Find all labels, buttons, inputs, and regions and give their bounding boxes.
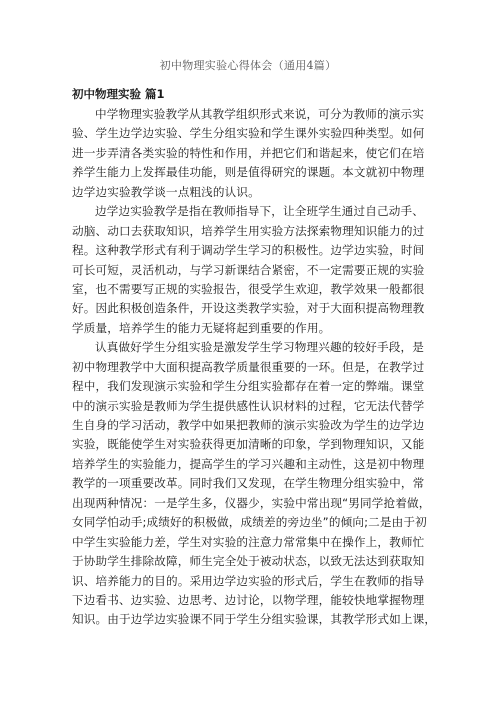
paragraph-line: 验、学生边学边实验、学生分组实验和学生课外实验四种类型。如何 [72,126,425,141]
paragraph-line: 边学边实验教学谈一点粗浅的认识。 [72,184,260,199]
paragraph-line: 出现两种情况：一是学生多，仪器少，实验中常出现“男同学抢着做， [72,495,431,510]
paragraph-line: 知识。由于边学边实验课不同于学生分组实验课，其教学形式如上课， [72,612,437,627]
paragraph-line: 中学物理实验教学从其教学组织形式来说，可分为教师的演示实 [95,107,424,121]
paragraph-line: 下边看书、边实验、边思考、边讨论，以物学理，能较快地掌握物理 [72,592,425,607]
paragraph-line: 学质量，培养学生的能力无疑将起到重要的作用。 [72,320,331,335]
section-heading: 初中物理实验 篇1 [72,87,165,101]
paragraph-line: 认真做好学生分组实验是激发学生学习物理兴趣的较好手段，是 [95,340,424,355]
paragraph-line: 中学生实验能力差，学生对实验的注意力常常集中在操作上，教师忙 [72,534,425,549]
paragraph-line: 于协助学生排除故障，师生完全处于被动状态，以致无法达到获取知 [72,554,425,569]
paragraph-2 [72,202,424,338]
paragraph-3 [72,338,437,630]
paragraph-line: 女同学怕动手;成绩好的积极做，成绩差的旁边坐”的倾向;二是由于初 [72,515,427,530]
document-body [72,84,437,630]
paragraph-line: 可长可短，灵活机动，与学习新课结合紧密，不一定需要正规的实验 [72,262,425,277]
paragraph-line: 识、培养能力的目的。采用边学边实验的形式后，学生在教师的指导 [72,573,425,588]
paragraph-line: 动脑、动口去获取知识，培养学生用实验方法探索物理知识能力的过 [72,223,425,238]
document-header-title: 初中物理实验心得体会（通用4篇） [159,59,337,72]
paragraph-line: 养学生能力上发挥最佳功能，则是值得研究的课题。本文就初中物理 [72,165,425,180]
paragraph-line: 实验，既能使学生对实验获得更加清晰的印象，学到物理知识，又能 [72,437,425,452]
paragraph-line: 程。这种教学形式有利于调动学生学习的积极性。边学边实验，时间 [72,243,425,258]
paragraph-line: 教学的一项重要改革。同时我们又发现，在学生物理分组实验中，常 [72,476,425,491]
paragraph-line: 进一步弄清各类实验的特性和作用，并把它们和谐起来，使它们在培 [72,145,425,160]
paragraph-line: 生自身的学习活动，教学中如果把教师的演示实验改为学生的边学边 [72,418,425,432]
paragraph-line: 程中，我们发现演示实验和学生分组实验都存在着一定的弊端。课堂 [72,379,425,394]
paragraph-line: 中的演示实验是教师为学生提供感性认识材料的过程，它无法代替学 [72,398,425,413]
paragraph-line: 初中物理教学中大面积提高教学质量很重要的一环。但是，在教学过 [72,359,425,374]
paragraph-line: 边学边实验教学是指在教师指导下，让全班学生通过自己动手、 [95,204,424,219]
paragraph-1 [72,105,424,202]
paragraph-line: 好。因此积极创造条件，开设这类教学实验，对于大面积提高物理教 [72,301,425,316]
paragraph-line: 培养学生的实验能力，提高学生的学习兴趣和主动性，这是初中物理 [72,456,425,471]
paragraph-line: 室，也不需要写正规的实验报告，很受学生欢迎，教学效果一般都很 [72,281,425,296]
